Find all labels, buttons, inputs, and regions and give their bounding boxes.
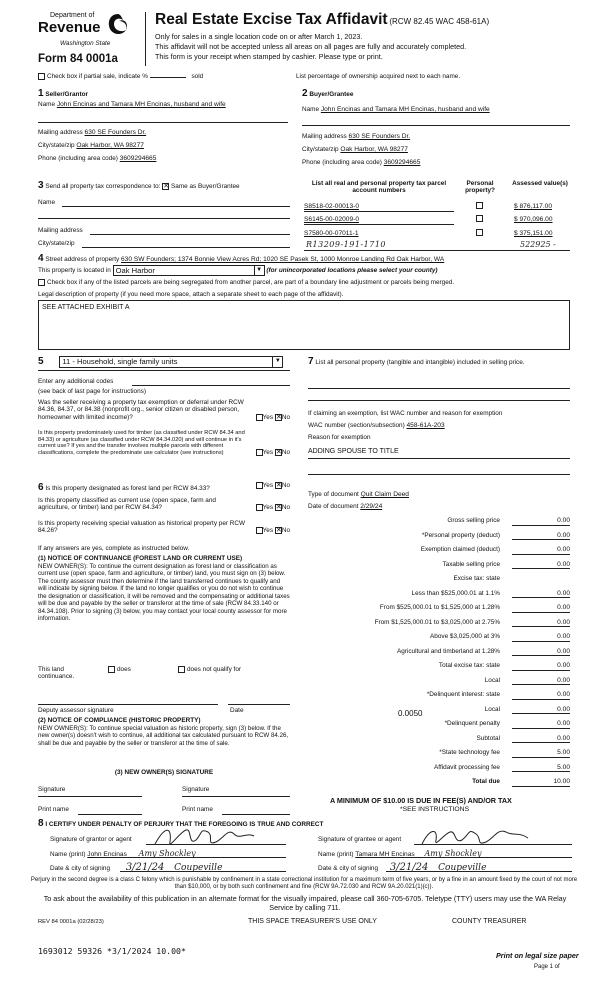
partial-sale-row [38, 73, 203, 81]
forest-no-checkbox[interactable] [275, 482, 282, 489]
fee-value[interactable]: 0.00 [512, 677, 570, 686]
fee-label: *Delinquent penalty [444, 720, 500, 727]
add-codes-note: (see back of last page for instructions) [38, 388, 146, 395]
fee-row [270, 749, 570, 761]
new-owner-sig-title: (3) NEW OWNER(S) SIGNATURE [114, 769, 214, 776]
s3-mail-row: Mailing address [38, 227, 83, 234]
treasurer-stamp: 1693012 59326 *3/1/2024 10.00* [38, 946, 186, 956]
header-note1: Only for sales in a single location code on or after March 1, 2023. [155, 32, 363, 41]
does-not-checkbox[interactable] [178, 666, 185, 673]
fee-label: Agricultural and timberland at 1.28% [396, 647, 500, 655]
seller-phone-row: Phone (including area code) 3609294665 [38, 155, 157, 162]
personal-property-checkbox[interactable] [476, 229, 483, 236]
fee-row [270, 590, 570, 602]
this-land-row: This land does does not qualify for continuance. [38, 666, 241, 681]
grantor-handwritten-name: Amy Shockley [138, 849, 196, 858]
doc-type[interactable]: Quit Claim Deed [360, 491, 409, 498]
fee-label: *Personal property (deduct) [421, 531, 500, 539]
rev-number: REV 84 0001a (02/28/23) [38, 919, 104, 925]
buyer-phone[interactable]: 3609294665 [383, 159, 421, 166]
seller-mail[interactable]: 630 SE Founders Dr. [84, 129, 147, 136]
wac-number[interactable]: 458-61A-203 [406, 422, 445, 429]
segregated-checkbox[interactable] [38, 279, 45, 286]
fee-label: *State technology fee [439, 749, 500, 756]
revenue-swirl-icon [106, 12, 130, 38]
dept-line3: Washington State [60, 40, 111, 47]
add-codes-label: Enter any additional codes [38, 378, 114, 385]
partial-sale-suffix: sold [191, 73, 204, 81]
fee-value[interactable]: 0.00 [512, 735, 570, 744]
grantee-signature-icon [416, 822, 546, 852]
fee-row [270, 517, 570, 529]
fee-row [270, 720, 570, 732]
fee-value[interactable]: 0.00 [512, 691, 570, 700]
dept-line2: Revenue [38, 19, 101, 36]
availability-note: To ask about the availability of this publication in an alternate format for the visually impaired, please call 360-705-6705. Teletype (TTY) users may use the WA Relay Service by calling 711. [43, 894, 567, 912]
fee-value[interactable]: 0.00 [512, 720, 570, 729]
fee-value[interactable]: 0.00 [512, 706, 570, 715]
treasurer-use: THIS SPACE TREASURER'S USE ONLY [248, 918, 377, 925]
parcels-col3: Assessed value(s) [512, 180, 568, 187]
fee-row [270, 735, 570, 747]
fee-row [270, 662, 570, 674]
grantor-name-row: Name (print) John Encinas Amy Shockley [50, 849, 196, 858]
fee-value[interactable]: 0.00 [512, 633, 570, 642]
grantor-sig-row: Signature of grantor or agent [50, 836, 132, 843]
fee-label: From $1,525,000.01 to $3,025,000 at 2.75% [374, 618, 500, 626]
forest-yes-checkbox[interactable] [256, 482, 263, 489]
buyer-city-row: City/state/zip Oak Harbor, WA 98277 [302, 146, 408, 153]
fee-label: Less than $525,000.01 at 1.1% [411, 589, 500, 597]
historic-yes-checkbox[interactable] [256, 527, 263, 534]
grantee-city[interactable]: Coupeville [438, 863, 487, 873]
grantor-city[interactable]: Coupeville [174, 863, 223, 873]
doc-type-row: Type of document Quit Claim Deed [308, 491, 409, 498]
exemption-yes-checkbox[interactable] [256, 414, 263, 421]
perjury-note: Perjury in the second degree is a class C felony which is punishable by confinement in a state correctional institution for a maximum term of five years, or by a fine in an amount fixed by the court of not more than $10,000, or by both such confinement and fine (RCW 9A.72.030 and RCW 9A.20.021(1)(c)). [30, 877, 578, 891]
s3-name-row: Name [38, 199, 56, 206]
fee-label: Gross selling price [447, 517, 500, 524]
grantee-date-row: Date & city of signing 3/21/24 Coupeville [318, 862, 487, 873]
s3-city-row: City/state/zip [38, 240, 75, 247]
segregated-row: Check box if any of the listed parcels are being segregated from another parcel, are part of a boundary line adjustment or parcels being merged. [38, 279, 454, 287]
pct-note: List percentage of ownership acquired next to each name. [296, 73, 461, 80]
fee-value[interactable]: 0.00 [512, 561, 570, 570]
fee-value[interactable]: 0.00 [512, 546, 570, 555]
chevron-down-icon: ▼ [254, 266, 264, 276]
current-use-no-checkbox[interactable] [275, 504, 282, 511]
fee-label: Subtotal [476, 734, 500, 742]
dept-line1: Department of [50, 12, 95, 19]
fee-value[interactable]: 10.00 [512, 778, 570, 787]
legal-description: SEE ATTACHED EXHIBIT A [42, 304, 130, 311]
fee-value[interactable]: 0.00 [512, 517, 570, 526]
buyer-name[interactable]: John Encinas and Tamara MH Encinas, husband and wife [320, 106, 490, 113]
handwritten-parcel: R13209-191-1710 [306, 240, 387, 249]
fee-row [270, 604, 570, 616]
same-as-buyer-checkbox[interactable] [162, 183, 169, 190]
fee-value[interactable]: 0.00 [512, 619, 570, 628]
parcels-col1: List all real and personal property tax parcel account numbers [311, 180, 447, 195]
fee-value[interactable]: 0.00 [512, 648, 570, 657]
s6-q3: Is this property receiving special valuation as historical property per RCW 84.26? Yes ✕ No [38, 520, 290, 535]
parcels-col2: Personal property? [465, 180, 495, 195]
doc-date[interactable]: 2/29/24 [360, 503, 383, 510]
seller-heading: 1 Seller/Grantor [38, 88, 88, 99]
fee-row [270, 633, 570, 645]
buyer-phone-row: Phone (including area code) 3609294665 [302, 159, 421, 166]
fee-label: *Delinquent interest: state [426, 691, 500, 698]
deputy-date-label: Date [230, 707, 244, 714]
grantor-date[interactable]: 3/21/24 [125, 862, 165, 873]
county-treasurer: COUNTY TREASURER [452, 918, 527, 925]
fee-row [270, 778, 570, 790]
parcel-number[interactable]: S8518-02-00013-0 [304, 203, 359, 210]
does-checkbox[interactable] [108, 666, 115, 673]
form-statute: (RCW 82.45 WAC 458-61A) [389, 17, 490, 26]
buyer-city[interactable]: Oak Harbor, WA 98277 [340, 146, 408, 153]
fee-value[interactable]: 0.00 [512, 590, 570, 599]
fee-value[interactable]: 0.00 [512, 662, 570, 671]
fee-row [270, 764, 570, 776]
fee-label: Excise tax: state [453, 575, 500, 582]
grantor-name[interactable]: John Encinas [87, 851, 127, 858]
form-title [155, 11, 489, 29]
header-note3: This form is your receipt when stamped by cashier. Please type or print. [155, 52, 383, 61]
fee-label: Exemption claimed (deduct) [420, 546, 500, 553]
section8-heading: 8 I CERTIFY UNDER PENALTY OF PERJURY THAT THE FOREGOING IS TRUE AND CORRECT [38, 818, 324, 829]
notice2-text: NEW OWNER(S): To continue special valuation as historic property, sign (3) below. If the new owner(s) doesn't wish to continue, all additional tax calculated pursuant to RCW 84.26, shall be due and payable by the seller or transferor at the time of sale. [38, 725, 289, 747]
seller-name-row: Name John Encinas and Tamara MH Encinas, husband and wife [38, 101, 226, 108]
located-row: This property is located in Oak Harbor ▼ (for unincorporated locations please select your county) [38, 266, 438, 275]
notice2-title: (2) NOTICE OF COMPLIANCE (HISTORIC PROPERTY) [38, 717, 201, 724]
reason-label: Reason for exemption [308, 434, 371, 441]
seller-mail-row: Mailing address 630 SE Founders Dr. [38, 129, 147, 136]
see-instructions: *SEE INSTRUCTIONS [400, 806, 470, 813]
form-title-text: Real Estate Excise Tax Affidavit [155, 11, 388, 28]
seller-city-row: City/state/zip Oak Harbor, WA 98277 [38, 142, 144, 149]
fee-label: Local [484, 705, 500, 713]
fee-row [270, 677, 570, 689]
buyer-mail-row: Mailing address 630 SE Founders Dr. [302, 133, 411, 140]
fee-row [270, 648, 570, 660]
fee-value[interactable]: 5.00 [512, 764, 570, 773]
section7-heading: 7 List all personal property (tangible and intangible) included in selling price. [308, 356, 525, 367]
fee-label: Total due [472, 778, 500, 785]
chevron-down-icon: ▼ [272, 357, 282, 367]
section4-address-row: 4 Street address of property 630 SW Founders; 1374 Bonnie View Acres Rd; 1020 SE Pasek St, 1000 Monroe Landing Rd Oak Harbor, WA [38, 253, 445, 264]
fee-row [270, 561, 570, 573]
fee-row [270, 575, 570, 587]
current-use-yes-checkbox[interactable] [256, 504, 263, 511]
dor-logo [38, 12, 138, 52]
assessed-value[interactable]: $ 876,117.00 [514, 203, 553, 210]
legal-size-note: Print on legal size paper [496, 951, 579, 960]
notice1-title: (1) NOTICE OF CONTINUANCE (FOREST LAND OR CURRENT USE) [38, 555, 243, 562]
s5-q1: Was the seller receiving a property tax exemption or deferral under RCW 84.36, 84.37, or 84.38 (nonprofit org., senior citizen or disabled person, homeowner with limited income)? Yes ✕ No [38, 399, 290, 421]
fee-row [270, 532, 570, 544]
legal-label: Legal description of property (if you need more space, attach a separate sheet to each page of the affidavit). [38, 291, 344, 298]
seller-name[interactable]: John Encinas and Tamara MH Encinas, husband and wife [56, 101, 226, 108]
section5-row: 5 11 - Household, single family units ▼ [38, 356, 283, 368]
fee-value[interactable]: 0.00 [512, 604, 570, 613]
page-number: Page 1 of [534, 964, 560, 970]
fee-label: Total excise tax: state [438, 662, 500, 669]
parcel-number[interactable]: S6145-00-02009-0 [304, 216, 359, 223]
grantor-signature-icon [150, 822, 270, 852]
minimum-note: A MINIMUM OF $10.00 IS DUE IN FEE(S) AND/OR TAX [330, 796, 512, 805]
fee-value[interactable]: 5.00 [512, 749, 570, 758]
form-number: Form 84 0001a [38, 53, 118, 65]
fee-label: Above $3,025,000 at 3% [430, 633, 500, 640]
s6-q1: 6 Is this property designated as forest land per RCW 84.33? Yes ✕ No [38, 482, 290, 494]
notice1-text: NEW OWNER(S): To continue the current designation as forest land or classification as current use (open space, farm and agriculture, or timber) land, you must sign on (3) below. The county assessor must then determine if the land transferred continues to qualify and will indicate by signing below. If the land no longer qualifies or you do not wish to continue the designation or classification, it will be removed and the compensating or additional taxes will be due and payable by the seller or transferor at the time of sale (RCW 84.33.140 or 84.34.108). Prior to signing (3) below, you may contact your local county assessor for more information. [38, 563, 290, 623]
grantor-date-row: Date & city of signing 3/21/24 Coupeville [50, 862, 223, 873]
fee-label: Taxable selling price [442, 560, 500, 568]
grantee-handwritten-name: Amy Shockley [424, 849, 482, 858]
timber-no-checkbox[interactable] [275, 449, 282, 456]
parcel-number[interactable]: S7580-00-07011-1 [304, 230, 359, 237]
exemption-no-checkbox[interactable] [275, 414, 282, 421]
buyer-name-row: Name John Encinas and Tamara MH Encinas, husband and wife [302, 106, 490, 113]
fee-row [270, 619, 570, 631]
if-yes-note: If any answers are yes, complete as instructed below. [38, 545, 190, 552]
property-address[interactable]: 630 SW Founders; 1374 Bonnie View Acres Rd; 1020 SE Pasek St, 1000 Monroe Landing Rd Oak Harbor, WA [121, 256, 445, 263]
partial-sale-checkbox[interactable] [38, 73, 45, 80]
seller-phone[interactable]: 3609294665 [119, 155, 157, 162]
seller-city[interactable]: Oak Harbor, WA 98277 [76, 142, 144, 149]
grantee-name-row: Name (print) Tamara MH Encinas Amy Shockley [318, 849, 482, 858]
local-rate: 0.0050 [398, 709, 423, 718]
exempt-label: If claiming an exemption, list WAC number and reason for exemption [308, 410, 503, 417]
handwritten-value: 522925 - [520, 240, 556, 249]
timber-yes-checkbox[interactable] [256, 449, 263, 456]
header-note2: This affidavit will not be accepted unless all areas on all pages are fully and accurately completed. [155, 42, 467, 51]
assessed-value[interactable]: $ 375,151.00 [514, 230, 553, 237]
fee-row [270, 546, 570, 558]
reason[interactable]: ADDING SPOUSE TO TITLE [308, 448, 399, 455]
section3-heading: 3 Send all property tax correspondence to: ✕ Same as Buyer/Grantee [38, 180, 240, 192]
s5-q2: Is this property predominately used for timber (as classified under RCW 84.34 and 84.33) or agriculture (as classified under RCW 84.34.020) and will continue in it's current use? If yes and the transfer involves multiple parcels with different classifications, complete the predominate use calculator (see instructions) Yes ✕ No [38, 430, 290, 456]
deputy-label: Deputy assessor signature [38, 707, 114, 714]
personal-property-checkbox[interactable] [476, 202, 483, 209]
grantee-sig-row: Signature of grantee or agent [318, 836, 402, 843]
doc-date-row: Date of document 2/29/24 [308, 503, 383, 510]
partial-sale-label: Check box if partial sale, indicate % [47, 73, 148, 81]
personal-property-checkbox[interactable] [476, 215, 483, 222]
land-use-select[interactable]: 11 - Household, single family units ▼ [59, 356, 283, 368]
grantee-date[interactable]: 3/21/24 [389, 862, 429, 873]
grantee-name[interactable]: Tamara MH Encinas [355, 851, 415, 858]
fee-row [270, 691, 570, 703]
location-select[interactable]: Oak Harbor ▼ [113, 265, 265, 276]
fee-value[interactable]: 0.00 [512, 532, 570, 541]
buyer-mail[interactable]: 630 SE Founders Dr. [348, 133, 411, 140]
fee-label: From $525,000.01 to $1,525,000 at 1.28% [379, 604, 500, 611]
buyer-heading: 2 Buyer/Grantee [302, 88, 354, 99]
fee-label: Local [484, 676, 500, 684]
assessed-value[interactable]: $ 970,096.00 [514, 216, 553, 223]
wac-row: WAC number (section/subsection) 458-61A-203 [308, 422, 445, 429]
s6-q2: Is this property classified as current use (open space, farm and agriculture, or timber) land per RCW 84.34? Yes ✕ No [38, 497, 290, 512]
fee-label: Affidavit processing fee [434, 763, 500, 771]
legal-description-box[interactable] [38, 300, 570, 350]
